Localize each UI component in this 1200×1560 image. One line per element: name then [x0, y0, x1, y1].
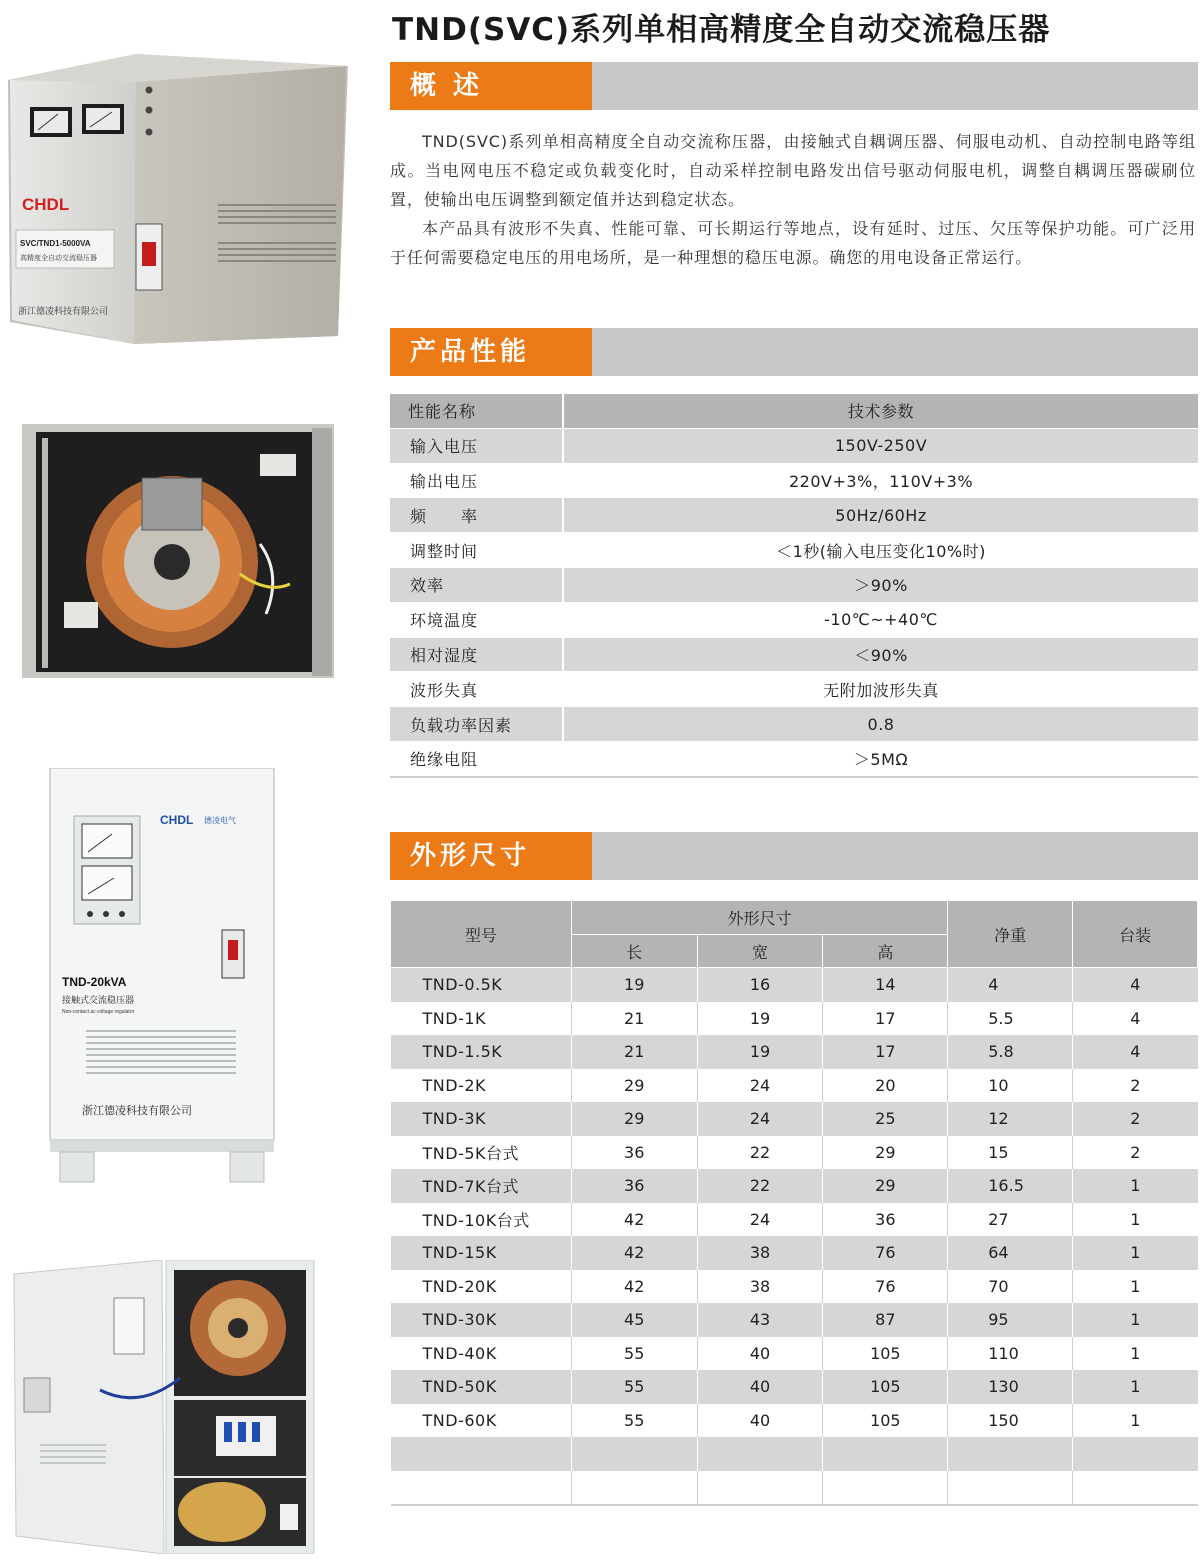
model-cell: TND-3K: [391, 1102, 572, 1136]
section-tab-overview: 概 述: [390, 62, 592, 110]
product-photo-vertical-open: [10, 1260, 316, 1554]
width-cell: 24: [697, 1102, 823, 1136]
overview-text: [390, 127, 1196, 272]
performance-name-cell: 绝缘电阻: [390, 741, 563, 776]
performance-value-cell: ＜1秒(输入电压变化10%时): [563, 533, 1198, 568]
section-header-performance: [390, 328, 1198, 376]
weight-cell: 10: [948, 1069, 1073, 1103]
performance-header-value: 技术参数: [563, 394, 1198, 428]
performance-value-cell: 0.8: [563, 707, 1198, 742]
model-cell: TND-5K台式: [391, 1136, 572, 1170]
length-cell: 55: [571, 1404, 697, 1438]
model-cell: TND-20K: [391, 1270, 572, 1304]
product-photo-interior-open: [22, 424, 334, 678]
performance-header-name: 性能名称: [390, 394, 563, 428]
width-cell: 22: [697, 1169, 823, 1203]
model-cell: TND-7K台式: [391, 1169, 572, 1203]
width-cell: [697, 1437, 823, 1471]
performance-name-cell: 输入电压: [390, 428, 563, 463]
table-row: [391, 1102, 1198, 1136]
pack-cell: 1: [1073, 1337, 1198, 1371]
table-row: [391, 1270, 1198, 1304]
model-cell: TND-40K: [391, 1337, 572, 1371]
height-cell: 105: [823, 1337, 948, 1371]
length-cell: 36: [571, 1136, 697, 1170]
table-row: [390, 498, 1198, 533]
weight-cell: 64: [948, 1236, 1073, 1270]
vertical-regulator-illustration: [46, 768, 278, 1184]
performance-value-cell: ＞90%: [563, 567, 1198, 602]
overview-paragraph-2: 本产品具有波形不失真、性能可靠、可长期运行等地点，设有延时、过压、欠压等保护功能。可广泛用于任何需要稳定电压的用电场所，是一种理想的稳压电源。确您的用电设备正常运行。: [390, 219, 1196, 267]
performance-name-cell: 相对湿度: [390, 637, 563, 672]
table-row: [391, 1169, 1198, 1203]
model-cell: TND-30K: [391, 1303, 572, 1337]
table-row: [391, 1370, 1198, 1404]
dimensions-header-width: 宽: [697, 935, 823, 968]
pack-cell: 1: [1073, 1303, 1198, 1337]
performance-value-cell: ＜90%: [563, 637, 1198, 672]
model-cell: TND-10K台式: [391, 1203, 572, 1237]
pack-cell: [1073, 1437, 1198, 1471]
weight-cell: 5.5: [948, 1002, 1073, 1036]
model-cell: TND-2K: [391, 1069, 572, 1103]
model-cell: TND-1K: [391, 1002, 572, 1036]
p3-desc-text: 接触式交流稳压器: [62, 995, 135, 1005]
dimensions-header-height: 高: [823, 935, 948, 968]
desktop-regulator-illustration: [8, 52, 348, 344]
p1-brand-text: CHDL: [22, 195, 70, 214]
length-cell: 29: [571, 1069, 697, 1103]
height-cell: 17: [823, 1002, 948, 1036]
width-cell: 16: [697, 968, 823, 1002]
table-row: [390, 672, 1198, 707]
weight-cell: 12: [948, 1102, 1073, 1136]
width-cell: 43: [697, 1303, 823, 1337]
performance-value-cell: 50Hz/60Hz: [563, 498, 1198, 533]
table-row: [390, 533, 1198, 568]
length-cell: 19: [571, 968, 697, 1002]
p1-model-text: SVC/TND1-5000VA: [20, 239, 91, 248]
width-cell: [697, 1471, 823, 1506]
pack-cell: 1: [1073, 1236, 1198, 1270]
table-row: [391, 1035, 1198, 1069]
weight-cell: 95: [948, 1303, 1073, 1337]
table-row: [391, 1404, 1198, 1438]
weight-cell: 70: [948, 1270, 1073, 1304]
length-cell: 55: [571, 1370, 697, 1404]
length-cell: 21: [571, 1035, 697, 1069]
pack-cell: 4: [1073, 968, 1198, 1002]
table-row: [390, 463, 1198, 498]
weight-cell: 27: [948, 1203, 1073, 1237]
height-cell: 105: [823, 1370, 948, 1404]
performance-name-cell: 输出电压: [390, 463, 563, 498]
pack-cell: 2: [1073, 1102, 1198, 1136]
length-cell: 42: [571, 1203, 697, 1237]
pack-cell: 4: [1073, 1035, 1198, 1069]
model-cell: TND-15K: [391, 1236, 572, 1270]
length-cell: 36: [571, 1169, 697, 1203]
dimensions-header-weight: 净重: [948, 901, 1073, 968]
height-cell: 17: [823, 1035, 948, 1069]
length-cell: [571, 1471, 697, 1506]
table-row: [391, 1203, 1198, 1237]
weight-cell: 130: [948, 1370, 1073, 1404]
length-cell: 45: [571, 1303, 697, 1337]
height-cell: 29: [823, 1136, 948, 1170]
length-cell: 42: [571, 1236, 697, 1270]
dimensions-header-model: 型号: [391, 901, 572, 968]
height-cell: 25: [823, 1102, 948, 1136]
pack-cell: [1073, 1471, 1198, 1506]
p3-model-text: TND-20kVA: [62, 975, 127, 989]
performance-name-cell: 效率: [390, 567, 563, 602]
width-cell: 40: [697, 1337, 823, 1371]
product-photo-vertical-regulator: [46, 768, 278, 1184]
table-row: [391, 1002, 1198, 1036]
width-cell: 19: [697, 1035, 823, 1069]
p3-brand-text: CHDL: [160, 813, 194, 827]
height-cell: 29: [823, 1169, 948, 1203]
table-row: [391, 968, 1198, 1002]
dimensions-table: [390, 900, 1198, 1506]
performance-table: [390, 394, 1198, 778]
pack-cell: 1: [1073, 1370, 1198, 1404]
pack-cell: 2: [1073, 1136, 1198, 1170]
pack-cell: 2: [1073, 1069, 1198, 1103]
model-cell: [391, 1437, 572, 1471]
performance-header-row: [390, 394, 1198, 428]
weight-cell: [948, 1437, 1073, 1471]
weight-cell: 150: [948, 1404, 1073, 1438]
table-row: [390, 707, 1198, 742]
height-cell: [823, 1437, 948, 1471]
pack-cell: 1: [1073, 1203, 1198, 1237]
performance-name-cell: 环境温度: [390, 602, 563, 637]
interior-open-illustration: [22, 424, 334, 678]
overview-paragraph-1: TND(SVC)系列单相高精度全自动交流称压器，由接触式自耦调压器、伺服电动机、自动控制电路等组成。当电网电压不稳定或负载变化时，自动采样控制电路发出信号驱动伺服电机，调整自耦调压器碳刷位置，使输出电压调整到额定值并达到稳定状态。: [390, 132, 1196, 209]
table-row: [390, 602, 1198, 637]
table-row: [390, 741, 1198, 776]
width-cell: 22: [697, 1136, 823, 1170]
table-row: [391, 1236, 1198, 1270]
weight-cell: 16.5: [948, 1169, 1073, 1203]
length-cell: 21: [571, 1002, 697, 1036]
model-cell: TND-60K: [391, 1404, 572, 1438]
table-row: [391, 1136, 1198, 1170]
p3-brand-cn-text: 德凌电气: [204, 816, 236, 825]
width-cell: 24: [697, 1203, 823, 1237]
table-row: [390, 428, 1198, 463]
model-cell: TND-50K: [391, 1370, 572, 1404]
section-header-dimensions: [390, 832, 1198, 880]
performance-value-cell: 220V+3%，110V+3%: [563, 463, 1198, 498]
table-row: [391, 1069, 1198, 1103]
page-title: TND(SVC)系列单相高精度全自动交流稳压器: [392, 12, 1051, 48]
performance-name-cell: 波形失真: [390, 672, 563, 707]
weight-cell: 5.8: [948, 1035, 1073, 1069]
pack-cell: 1: [1073, 1270, 1198, 1304]
performance-value-cell: 无附加波形失真: [563, 672, 1198, 707]
product-photo-desktop-regulator: [8, 52, 348, 344]
height-cell: 36: [823, 1203, 948, 1237]
performance-value-cell: ＞5MΩ: [563, 741, 1198, 776]
table-row: [391, 1337, 1198, 1371]
p1-company-text: 浙江德凌科技有限公司: [18, 306, 109, 316]
length-cell: [571, 1437, 697, 1471]
performance-name-cell: 频 率: [390, 498, 563, 533]
height-cell: 87: [823, 1303, 948, 1337]
performance-value-cell: 150V-250V: [563, 428, 1198, 463]
table-row: [391, 1437, 1198, 1471]
width-cell: 40: [697, 1370, 823, 1404]
section-tab-performance: 产品性能: [390, 328, 592, 376]
length-cell: 42: [571, 1270, 697, 1304]
width-cell: 38: [697, 1236, 823, 1270]
pack-cell: 4: [1073, 1002, 1198, 1036]
height-cell: 105: [823, 1404, 948, 1438]
model-cell: TND-0.5K: [391, 968, 572, 1002]
performance-value-cell: -10℃~+40℃: [563, 602, 1198, 637]
dimensions-header-row: [391, 901, 1198, 935]
table-row: [391, 1471, 1198, 1506]
weight-cell: 110: [948, 1337, 1073, 1371]
section-tab-dimensions: 外形尺寸: [390, 832, 592, 880]
height-cell: 76: [823, 1270, 948, 1304]
width-cell: 38: [697, 1270, 823, 1304]
length-cell: 29: [571, 1102, 697, 1136]
dimensions-header-length: 长: [571, 935, 697, 968]
length-cell: 55: [571, 1337, 697, 1371]
weight-cell: 15: [948, 1136, 1073, 1170]
model-cell: TND-1.5K: [391, 1035, 572, 1069]
performance-name-cell: 调整时间: [390, 533, 563, 568]
height-cell: 14: [823, 968, 948, 1002]
weight-cell: 4: [948, 968, 1073, 1002]
section-header-overview: [390, 62, 1198, 110]
table-row: [391, 1303, 1198, 1337]
model-cell: [391, 1471, 572, 1506]
width-cell: 24: [697, 1069, 823, 1103]
dimensions-header-size: 外形尺寸: [571, 901, 947, 935]
pack-cell: 1: [1073, 1404, 1198, 1438]
performance-name-cell: 负载功率因素: [390, 707, 563, 742]
p1-desc-text: 高精度全自动交流稳压器: [20, 255, 97, 262]
height-cell: 20: [823, 1069, 948, 1103]
width-cell: 19: [697, 1002, 823, 1036]
vertical-open-illustration: [10, 1260, 316, 1554]
table-row: [390, 567, 1198, 602]
pack-cell: 1: [1073, 1169, 1198, 1203]
dimensions-header-pack: 台装: [1073, 901, 1198, 968]
table-row: [390, 637, 1198, 672]
weight-cell: [948, 1471, 1073, 1506]
height-cell: [823, 1471, 948, 1506]
p3-company-text: 浙江德凌科技有限公司: [82, 1105, 192, 1117]
width-cell: 40: [697, 1404, 823, 1438]
height-cell: 76: [823, 1236, 948, 1270]
p3-desc-en-text: Non-contact ac voltage regulator: [62, 1009, 135, 1015]
